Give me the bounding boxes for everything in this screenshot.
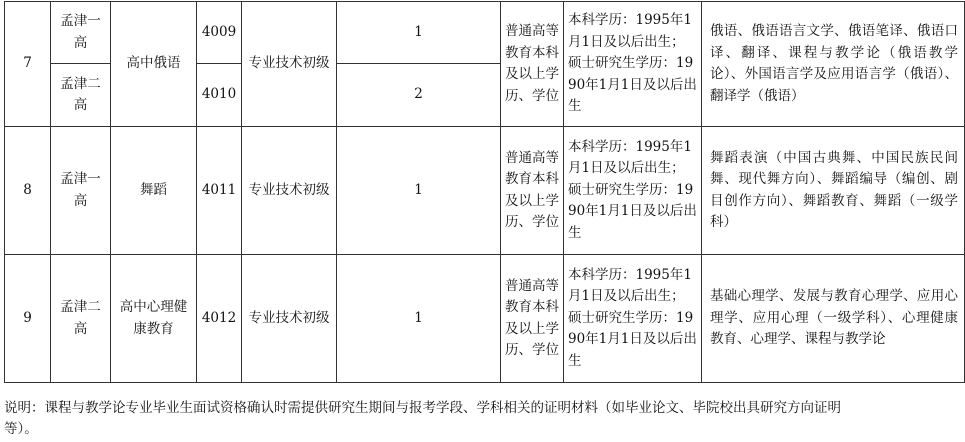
school-cell: 孟津一高 (51, 2, 111, 64)
position-code-cell: 4011 (197, 127, 242, 255)
subject-cell: 高中俄语 (111, 2, 197, 127)
age-requirement-cell: 本科学历：1995年1月1日及以后出生；硕士研究生学历：1990年1月1日及以后出生 (564, 255, 702, 383)
table-row (5, 2, 965, 64)
education-cell: 普通高等教育本科及以上学历、学位 (501, 127, 564, 255)
position-code-cell: 4010 (197, 64, 242, 127)
school-cell: 孟津二高 (51, 64, 111, 127)
seq-cell: 9 (5, 255, 51, 383)
title-cell: 专业技术初级 (242, 2, 337, 127)
footnote: 说明：课程与教学论专业毕业生面试资格确认时需提供研究生期间与报考学段、学科相关的证明材料（如毕业论文、毕院校出具研究方向证明等）。 (4, 400, 841, 437)
table-row (5, 127, 965, 255)
count-cell: 2 (337, 64, 501, 127)
school-cell: 孟津二高 (51, 255, 111, 383)
count-cell: 1 (337, 255, 501, 383)
school-cell: 孟津一高 (51, 127, 111, 255)
major-requirement-cell: 基础心理学、发展与教育心理学、应用心理学、应用心理（一级学科）、心理健康教育、心理学、课程与教学论 (702, 255, 965, 383)
count-cell: 1 (337, 127, 501, 255)
recruitment-table (4, 1, 965, 383)
subject-cell: 高中心理健康教育 (111, 255, 197, 383)
major-requirement-cell: 俄语、俄语语言文学、俄语笔译、俄语口译、翻译、课程与教学论（俄语教学论）、外国语言学及应用语言学（俄语）、翻译学（俄语） (702, 2, 965, 127)
major-requirement-cell: 舞蹈表演（中国古典舞、中国民族民间舞、现代舞方向）、舞蹈编导（编创、剧目创作方向）、舞蹈教育、舞蹈（一级学科） (702, 127, 965, 255)
position-code-cell: 4009 (197, 2, 242, 64)
subject-cell: 舞蹈 (111, 127, 197, 255)
age-requirement-cell: 本科学历：1995年1月1日及以后出生；硕士研究生学历：1990年1月1日及以后出生 (564, 127, 702, 255)
title-cell: 专业技术初级 (242, 127, 337, 255)
seq-cell: 8 (5, 127, 51, 255)
position-code-cell: 4012 (197, 255, 242, 383)
education-cell: 普通高等教育本科及以上学历、学位 (501, 255, 564, 383)
table-row (5, 255, 965, 383)
title-cell: 专业技术初级 (242, 255, 337, 383)
seq-cell: 7 (5, 2, 51, 127)
age-requirement-cell: 本科学历：1995年1月1日及以后出生；硕士研究生学历：1990年1月1日及以后出生 (564, 2, 702, 127)
education-cell: 普通高等教育本科及以上学历、学位 (501, 2, 564, 127)
count-cell: 1 (337, 2, 501, 64)
